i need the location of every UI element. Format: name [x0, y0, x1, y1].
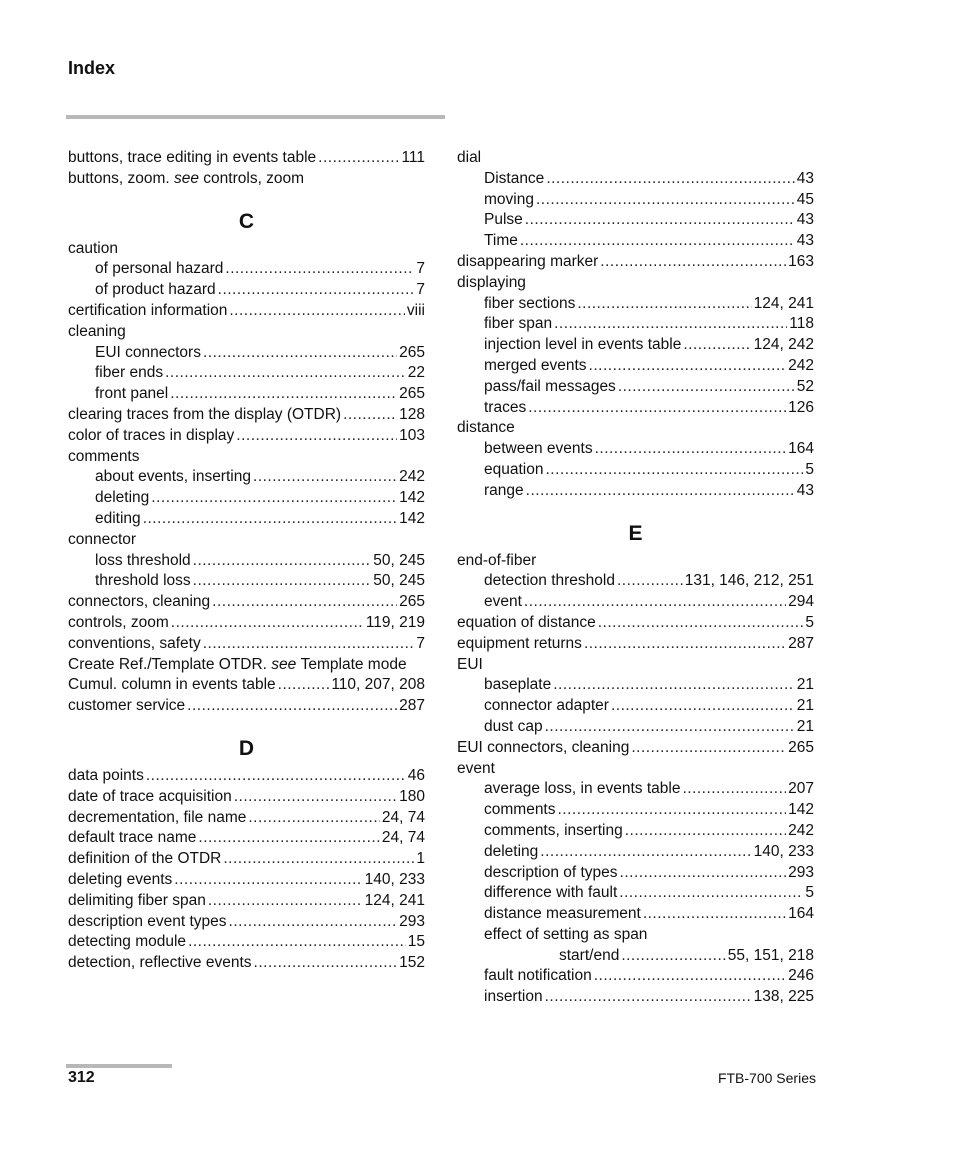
index-term: dial	[457, 149, 482, 166]
index-page-numbers: 142	[399, 509, 425, 527]
index-term: detecting module	[68, 933, 187, 951]
index-entry	[457, 966, 814, 987]
index-term: start/end	[559, 946, 620, 964]
leader-dots	[203, 634, 415, 655]
footer-rule	[66, 1064, 172, 1068]
index-entry	[68, 953, 425, 974]
index-page-numbers: 163	[788, 252, 814, 270]
leader-dots	[524, 592, 786, 613]
index-entry	[68, 787, 425, 808]
see-reference: see	[271, 655, 297, 673]
index-entry	[68, 322, 425, 343]
leader-dots	[343, 405, 397, 426]
index-entry	[68, 488, 425, 509]
index-entry	[457, 356, 814, 377]
index-term: detection, reflective events	[68, 954, 252, 972]
index-page-numbers: 131, 146, 212, 251	[684, 572, 814, 590]
index-entry	[68, 301, 425, 322]
index-term: event	[484, 593, 522, 611]
index-entry	[457, 842, 814, 863]
leader-dots	[554, 314, 787, 335]
index-page-numbers: 5	[805, 884, 814, 902]
leader-dots	[193, 571, 372, 592]
index-term: controls, zoom	[68, 613, 169, 631]
index-page-numbers: 287	[788, 634, 814, 652]
index-page-numbers: 242	[788, 821, 814, 839]
index-term: connector adapter	[484, 697, 609, 715]
index-entry	[68, 808, 425, 829]
index-entry	[68, 239, 425, 260]
index-page-numbers: viii	[406, 301, 425, 319]
index-term: moving	[484, 190, 534, 208]
index-page-numbers: 7	[416, 281, 425, 299]
index-entry	[457, 655, 814, 676]
index-page-numbers: 43	[796, 232, 814, 250]
index-page-numbers: 164	[788, 905, 814, 923]
index-term: distance	[457, 419, 515, 437]
index-page-numbers: 142	[399, 489, 425, 507]
index-term: displaying	[457, 273, 526, 291]
index-term: end-of-fiber	[457, 551, 537, 569]
leader-dots	[600, 252, 786, 273]
see-reference: see	[173, 169, 199, 187]
index-entry	[457, 904, 814, 925]
index-group	[68, 209, 425, 717]
index-term: detection threshold	[484, 572, 615, 590]
index-page-numbers: 24, 74	[381, 829, 425, 847]
index-entry	[457, 613, 814, 634]
leader-dots	[526, 481, 795, 502]
index-term: of product hazard	[95, 281, 216, 299]
leader-dots	[208, 891, 363, 912]
leader-dots	[174, 870, 362, 891]
index-page-numbers: 7	[416, 260, 425, 278]
leader-dots	[643, 904, 786, 925]
index-term: comments	[484, 801, 556, 819]
leader-dots	[254, 953, 398, 974]
leader-dots	[143, 509, 397, 530]
index-page-numbers: 50, 245	[373, 572, 425, 590]
index-column-right	[457, 148, 814, 1008]
leader-dots	[236, 426, 397, 447]
index-page-numbers: 293	[788, 863, 814, 881]
index-page-numbers: 265	[399, 343, 425, 361]
leader-dots	[595, 439, 787, 460]
leader-dots	[146, 766, 406, 787]
leader-dots	[188, 932, 406, 953]
leader-dots	[193, 551, 372, 572]
index-entry	[457, 439, 814, 460]
leader-dots	[234, 787, 397, 808]
index-term: deleting events	[68, 870, 173, 888]
index-entry	[457, 169, 814, 190]
index-page-numbers: 55, 151, 218	[727, 946, 814, 964]
leader-dots	[229, 912, 398, 933]
index-page-numbers: 119, 219	[365, 613, 425, 631]
leader-dots	[528, 398, 786, 419]
index-term: Distance	[484, 169, 545, 187]
index-page-numbers: 124, 242	[753, 336, 814, 354]
index-term: equipment returns	[457, 634, 582, 652]
index-term: loss threshold	[95, 551, 191, 569]
index-page-numbers: 22	[407, 364, 425, 382]
index-entry	[457, 883, 814, 904]
index-term: description event types	[68, 912, 227, 930]
see-target: controls, zoom	[203, 169, 305, 187]
leader-dots	[546, 169, 794, 190]
index-entry	[457, 335, 814, 356]
index-term: deleting	[484, 842, 539, 860]
index-entry	[457, 294, 814, 315]
index-entry	[68, 870, 425, 891]
index-page-numbers: 21	[796, 676, 814, 694]
index-term: Pulse	[484, 211, 523, 229]
index-entry	[68, 655, 425, 676]
leader-dots	[545, 987, 752, 1008]
index-page-numbers: 140, 233	[364, 870, 425, 888]
index-entry	[457, 717, 814, 738]
index-term: decrementation, file name	[68, 808, 247, 826]
index-term: traces	[484, 398, 527, 416]
index-page-numbers: 24, 74	[381, 808, 425, 826]
index-page-numbers: 242	[399, 468, 425, 486]
index-entry	[68, 849, 425, 870]
index-page-numbers: 164	[788, 440, 814, 458]
index-column-left	[68, 148, 425, 974]
index-term: EUI	[457, 655, 483, 673]
index-entry	[457, 314, 814, 335]
index-page-numbers: 140, 233	[753, 842, 814, 860]
index-entry	[457, 696, 814, 717]
leader-dots	[253, 467, 397, 488]
index-entry	[68, 766, 425, 787]
index-entry	[457, 551, 814, 572]
index-entry	[68, 571, 425, 592]
leader-dots	[540, 842, 751, 863]
index-term: injection level in events table	[484, 336, 682, 354]
index-entry	[68, 509, 425, 530]
index-entry	[457, 925, 814, 946]
index-term: buttons, zoom.	[68, 169, 170, 187]
index-entry	[457, 675, 814, 696]
index-page-numbers: 124, 241	[753, 294, 814, 312]
leader-dots	[611, 696, 795, 717]
index-term: about events, inserting	[95, 468, 251, 486]
leader-dots	[625, 821, 786, 842]
index-entry	[457, 231, 814, 252]
index-group	[68, 148, 425, 190]
index-term: range	[484, 481, 524, 499]
index-entry	[457, 738, 814, 759]
leader-dots	[584, 634, 786, 655]
index-term: threshold loss	[95, 572, 191, 590]
index-entry	[457, 571, 814, 592]
index-page-numbers: 126	[788, 398, 814, 416]
index-entry	[68, 169, 425, 190]
index-group	[457, 521, 814, 1009]
index-letter-heading: D	[238, 736, 255, 760]
index-entry	[457, 946, 814, 967]
leader-dots	[203, 343, 397, 364]
index-page-numbers: 207	[788, 780, 814, 798]
index-entry	[68, 405, 425, 426]
leader-dots	[683, 335, 751, 356]
leader-dots	[151, 488, 397, 509]
index-entry	[457, 634, 814, 655]
index-page-numbers: 118	[789, 315, 814, 333]
index-entry	[457, 273, 814, 294]
index-page-numbers: 5	[805, 613, 814, 631]
index-page-numbers: 293	[399, 912, 425, 930]
index-entry	[68, 828, 425, 849]
leader-dots	[594, 966, 786, 987]
leader-dots	[525, 210, 795, 231]
index-term: data points	[68, 766, 144, 784]
index-page-numbers: 287	[399, 697, 425, 715]
index-entry	[457, 252, 814, 273]
index-term: customer service	[68, 697, 186, 715]
leader-dots	[318, 148, 399, 169]
index-entry	[68, 696, 425, 717]
index-entry	[68, 551, 425, 572]
index-term: conventions, safety	[68, 634, 201, 652]
index-entry	[457, 592, 814, 613]
index-entry	[68, 634, 425, 655]
index-entry	[68, 530, 425, 551]
index-page-numbers: 21	[796, 697, 814, 715]
leader-dots	[187, 696, 397, 717]
index-term: disappearing marker	[457, 252, 599, 270]
index-term: baseplate	[484, 676, 552, 694]
index-term: connectors, cleaning	[68, 593, 211, 611]
index-page-numbers: 142	[788, 801, 814, 819]
index-page-numbers: 138, 225	[753, 988, 814, 1006]
index-page-numbers: 111	[401, 149, 425, 166]
index-entry	[68, 384, 425, 405]
index-term: EUI connectors, cleaning	[457, 738, 630, 756]
leader-dots	[198, 828, 380, 849]
leader-dots	[170, 384, 397, 405]
index-entry	[457, 148, 814, 169]
index-page-numbers: 43	[796, 211, 814, 229]
leader-dots	[620, 863, 787, 884]
leader-dots	[212, 592, 397, 613]
index-entry	[68, 363, 425, 384]
index-entry	[457, 210, 814, 231]
index-term: average loss, in events table	[484, 780, 681, 798]
index-term: merged events	[484, 356, 587, 374]
index-term: definition of the OTDR	[68, 850, 222, 868]
index-page-numbers: 1	[416, 850, 425, 868]
index-term: insertion	[484, 988, 543, 1006]
index-page-numbers: 110, 207, 208	[331, 676, 425, 694]
index-entry	[457, 863, 814, 884]
index-term: buttons, trace editing in events table	[68, 149, 317, 166]
index-entry	[68, 613, 425, 634]
index-term: of personal hazard	[95, 260, 224, 278]
index-entry	[68, 426, 425, 447]
index-entry	[457, 759, 814, 780]
index-entry	[68, 148, 425, 169]
index-term: Create Ref./Template OTDR.	[68, 655, 267, 673]
index-term: description of types	[484, 863, 618, 881]
index-term: deleting	[95, 489, 150, 507]
leader-dots	[545, 460, 803, 481]
index-page-numbers: 265	[399, 593, 425, 611]
index-term: color of traces in display	[68, 426, 235, 444]
index-page-numbers: 21	[796, 717, 814, 735]
index-term: delimiting fiber span	[68, 891, 206, 909]
index-term: editing	[95, 509, 141, 527]
index-term: fiber sections	[484, 294, 576, 312]
leader-dots	[229, 301, 405, 322]
index-term: pass/fail messages	[484, 377, 616, 395]
index-term: comments, inserting	[484, 821, 623, 839]
header-rule	[66, 115, 445, 119]
index-page-numbers: 128	[399, 405, 425, 423]
index-page-numbers: 265	[399, 385, 425, 403]
leader-dots	[218, 280, 415, 301]
index-term: between events	[484, 440, 593, 458]
index-entry	[68, 592, 425, 613]
leader-dots	[589, 356, 787, 377]
index-group	[457, 148, 814, 502]
index-page-numbers: 7	[416, 634, 425, 652]
index-term: cleaning	[68, 322, 126, 340]
index-page-numbers: 103	[399, 426, 425, 444]
leader-dots	[223, 849, 414, 870]
index-term: date of trace acquisition	[68, 787, 232, 805]
index-page-numbers: 45	[796, 190, 814, 208]
index-term: certification information	[68, 301, 228, 319]
leader-dots	[619, 883, 803, 904]
leader-dots	[248, 808, 380, 829]
index-page-numbers: 43	[796, 169, 814, 187]
index-entry	[68, 932, 425, 953]
index-entry	[457, 377, 814, 398]
index-entry	[457, 460, 814, 481]
index-entry	[68, 259, 425, 280]
index-page-numbers: 15	[407, 933, 425, 951]
index-entry	[68, 343, 425, 364]
index-entry	[68, 912, 425, 933]
index-term: fault notification	[484, 967, 592, 985]
index-page-numbers: 50, 245	[373, 551, 425, 569]
index-letter-heading: C	[238, 209, 255, 233]
see-target: Template mode	[300, 655, 407, 673]
index-page-numbers: 5	[805, 460, 814, 478]
leader-dots	[536, 190, 795, 211]
index-term: caution	[68, 239, 118, 257]
index-entry	[68, 467, 425, 488]
leader-dots	[598, 613, 804, 634]
index-entry	[68, 891, 425, 912]
leader-dots	[577, 294, 751, 315]
index-page-numbers: 265	[788, 738, 814, 756]
leader-dots	[618, 377, 795, 398]
index-page-numbers: 242	[788, 356, 814, 374]
index-entry	[68, 447, 425, 468]
index-term: effect of setting as span	[484, 925, 648, 943]
leader-dots	[225, 259, 414, 280]
index-entry	[457, 779, 814, 800]
index-entry	[457, 398, 814, 419]
index-term: fiber ends	[95, 364, 164, 382]
index-term: equation of distance	[457, 613, 596, 631]
index-header-title: Index	[68, 58, 116, 78]
index-term: dust cap	[484, 717, 543, 735]
index-page-numbers: 124, 241	[364, 891, 425, 909]
index-page-numbers: 180	[399, 787, 425, 805]
index-term: Time	[484, 232, 518, 250]
leader-dots	[631, 738, 786, 759]
index-term: distance measurement	[484, 905, 641, 923]
index-entry	[457, 987, 814, 1008]
index-entry	[457, 418, 814, 439]
leader-dots	[621, 946, 725, 967]
index-page-numbers: 52	[796, 377, 814, 395]
index-page-numbers: 43	[796, 481, 814, 499]
index-page-numbers: 246	[788, 967, 814, 985]
index-term: connector	[68, 530, 137, 548]
index-entry	[68, 675, 425, 696]
product-series: FTB-700 Series	[717, 1070, 816, 1086]
index-page-numbers: 46	[407, 766, 425, 784]
index-group	[68, 736, 425, 974]
index-term: front panel	[95, 385, 169, 403]
leader-dots	[682, 779, 786, 800]
index-term: EUI connectors	[95, 343, 201, 361]
index-page-numbers: 152	[399, 954, 425, 972]
index-term: clearing traces from the display (OTDR)	[68, 405, 342, 423]
leader-dots	[171, 613, 364, 634]
index-entry	[457, 821, 814, 842]
index-term: comments	[68, 447, 140, 465]
leader-dots	[553, 675, 795, 696]
index-term: fiber span	[484, 315, 553, 333]
leader-dots	[520, 231, 795, 252]
leader-dots	[545, 717, 795, 738]
index-term: default trace name	[68, 829, 197, 847]
index-page-numbers: 294	[788, 593, 814, 611]
leader-dots	[278, 675, 330, 696]
index-entry	[457, 800, 814, 821]
index-entry	[457, 481, 814, 502]
index-term: Cumul. column in events table	[68, 676, 276, 694]
index-term: event	[457, 759, 495, 777]
index-letter-heading: E	[628, 521, 643, 545]
index-entry	[457, 190, 814, 211]
index-term: difference with fault	[484, 884, 618, 902]
leader-dots	[165, 363, 406, 384]
index-term: equation	[484, 460, 544, 478]
leader-dots	[617, 571, 683, 592]
index-entry	[68, 280, 425, 301]
page-number: 312	[68, 1069, 95, 1086]
leader-dots	[558, 800, 787, 821]
